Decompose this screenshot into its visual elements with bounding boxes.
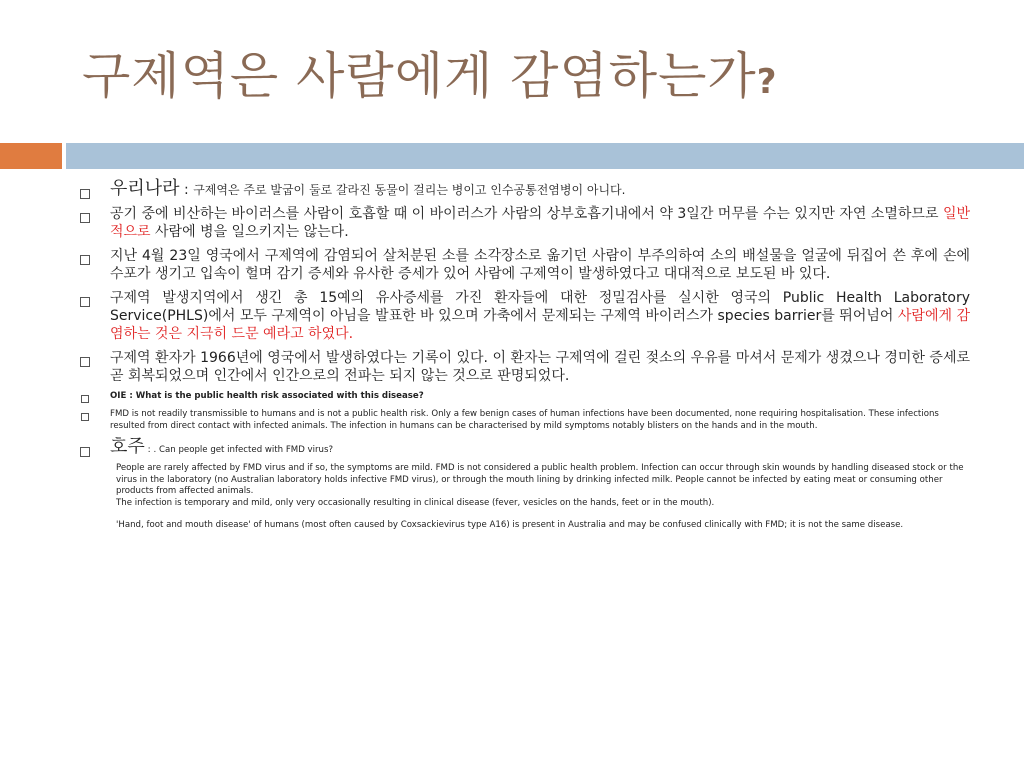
australia-separator: : — [144, 445, 154, 455]
bullet-1966-case — [78, 349, 970, 385]
bullet-australia — [78, 438, 970, 459]
australia-answer-p1: People are rarely affected by FMD virus and if so, the symptoms are mild. FMD is not considered a public health problem. Infection can occur through skin wounds by handling diseased stock or the virus in the laboratory (no Australian laboratory holds infective FMD virus), or through the mouth lining by drinking infected milk. People cannot be infected by eating meat or consuming other products from affected animals. — [116, 463, 964, 496]
airborne-text-pre: 공기 중에 비산하는 바이러스를 사람이 호흡할 때 이 바이러스가 사람의 상부호흡기내에서 약 3일간 머무를 수는 있지만 자연 소멸하므로 — [110, 206, 943, 222]
square-bullet-icon — [80, 297, 90, 307]
accent-band — [0, 143, 62, 169]
bullet-oie-answer — [78, 409, 970, 432]
square-bullet-icon — [81, 395, 89, 403]
slide-title-text: 구제역은 사람에게 감염하는가 — [82, 47, 757, 105]
bullet-phls — [78, 289, 970, 343]
airborne-text-post: 사람에 병을 일으키지는 않는다. — [150, 224, 349, 240]
australia-answer — [116, 463, 970, 532]
korea-separator: : — [179, 182, 194, 198]
australia-question: . Can people get infected with FMD virus? — [153, 445, 334, 455]
square-bullet-icon — [80, 447, 90, 457]
australia-answer-p2: The infection is temporary and mild, only very occasionally resulting in clinical disease (fever, vesicles on the hands, feet or in the mouth). — [116, 497, 715, 508]
square-bullet-icon — [80, 357, 90, 367]
uk-report-text: 지난 4월 23일 영국에서 구제역에 감염되어 살처분된 소를 소각장소로 옮기던 사람이 부주의하여 소의 배설물을 얼굴에 뒤집어 쓴 후에 손에 수포가 생기고 입속이 헐며 감기 증세와 유사한 증세가 있어 사람에 구제역이 발생하였다고 대대적으로 보도된 바 있다. — [110, 248, 970, 282]
header-band — [66, 143, 1024, 169]
oie-question-text: OIE : What is the public health risk associated with this disease? — [110, 391, 424, 401]
korea-label: 우리나라 — [110, 178, 180, 199]
slide-title-mark: ? — [756, 62, 778, 102]
australia-label: 호주 — [110, 436, 145, 457]
case-1966-text: 구제역 환자가 1966년에 영국에서 발생하였다는 기록이 있다. 이 환자는 구제역에 걸린 젖소의 우유를 마셔서 문제가 생겼으나 경미한 증세로 곧 회복되었으며 인간에서 인간으로의 전파는 되지 않는 것으로 판명되었다. — [110, 350, 970, 384]
phls-emphasis: 사람에게 감염하는 것은 지극히 드문 예라고 하였다. — [110, 308, 970, 342]
square-bullet-icon — [80, 255, 90, 265]
square-bullet-icon — [81, 413, 89, 421]
bullet-korea — [78, 180, 970, 199]
slide-title — [82, 36, 777, 108]
australia-answer-p3: 'Hand, foot and mouth disease' of humans (most often caused by Coxsackievirus type A16) is present in Australia and may be confused clinically with FMD; it is not the same disease. — [116, 520, 904, 530]
bullet-airborne — [78, 205, 970, 241]
korea-text: 구제역은 주로 발굽이 둘로 갈라진 동물이 걸리는 병이고 인수공통전염병이 아니다. — [193, 183, 626, 197]
slide-body — [78, 180, 970, 532]
airborne-emphasis: 일반적으로 — [110, 206, 970, 240]
oie-answer-text: FMD is not readily transmissible to humans and is not a public health risk. Only a few benign cases of human infections have been documented, none requiring hospitalisation. These infections resulted from direct contact with infected animals. The infection in humans can be characterised by mild symptoms notably blisters on the hands and in the mouth. — [110, 409, 939, 431]
bullet-oie-question — [78, 391, 970, 403]
bullet-uk-report — [78, 247, 970, 283]
square-bullet-icon — [80, 213, 90, 223]
phls-text-pre: 구제역 발생지역에서 생긴 총 15예의 유사증세를 가진 환자들에 대한 정밀검사를 실시한 영국의 Public Health Laboratory Service(PHLS)에서 모두 구제역이 아님을 발표한 바 있으며 가축에서 문제되는 구제역 바이러스가 species barrier를 뛰어넘어 — [110, 290, 970, 324]
square-bullet-icon — [80, 189, 90, 199]
